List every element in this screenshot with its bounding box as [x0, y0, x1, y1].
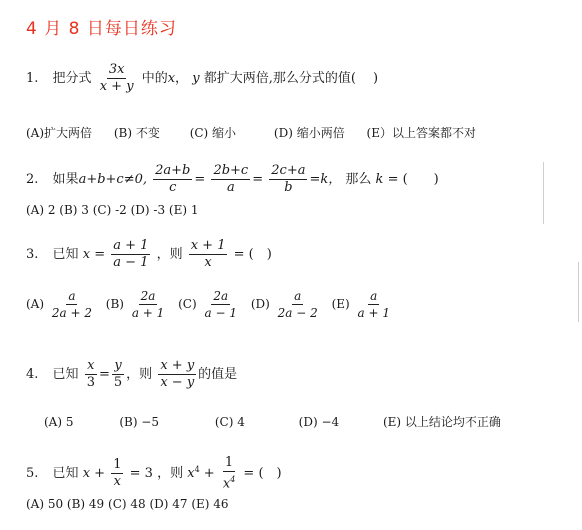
q2-fraction-3: $\frac{2c+a}{b}$	[271, 163, 306, 195]
page-title: 4 月 8 日每日练习	[26, 19, 177, 39]
option-a: (A)扩大两倍	[26, 126, 93, 140]
option-d: (D) 缩小两倍	[273, 126, 345, 140]
question-3: 3. 已知 x = $\frac{a + 1}{a - 1}$ ，则 $\frac{x + 1}{x}$ = ( )	[26, 238, 272, 270]
option-e-fraction: $\frac{a}{a + 1}$	[357, 289, 390, 320]
question-5: 5. 已知 x + $\frac{1}{x}$ = 3 ，则 $x^4$ + $\frac{1}{x^4}$ = ( )	[26, 455, 282, 492]
q4-options	[44, 413, 501, 430]
question-number: 4.	[26, 367, 39, 382]
option-e: (E）以上答案都不对	[366, 126, 476, 140]
option-c: (C) 缩小	[189, 126, 237, 140]
q4-fraction-2: $\frac{y}{5}$	[113, 358, 123, 390]
option-a: (A) 5	[44, 415, 74, 429]
option-c-fraction: $\frac{2a}{a - 1}$	[204, 289, 237, 320]
question-2: 2. 如果a+b+c≠0, $\frac{2a+b}{c}$ = $\frac{2b+c}{a}$ = $\frac{2c+a}{b}$ =k， 那么 k = ( )	[26, 163, 439, 195]
q3-fraction-2: $\frac{x + 1}{x}$	[190, 238, 226, 270]
option-c: (C) 4	[214, 415, 245, 429]
question-number: 3.	[26, 247, 39, 262]
q2-options: (A) 2 (B) 3 (C) -2 (D) -3 (E) 1	[26, 203, 199, 217]
option-d-fraction: $\frac{a}{2a - 2}$	[277, 289, 318, 320]
q5-fraction-1: $\frac{1}{x}$	[113, 457, 122, 490]
divider	[543, 162, 544, 224]
question-number: 5.	[26, 466, 39, 482]
q1-fraction: $\frac{3x}{x + y}$	[99, 62, 134, 94]
question-number: 2.	[26, 172, 39, 187]
q5-fraction-2: $\frac{1}{x^4}$	[222, 455, 236, 492]
q3-fraction-1: $\frac{a + 1}{a - 1}$	[113, 238, 149, 270]
option-e: (E) 以上结论均不正确	[382, 415, 501, 429]
q2-fraction-2: $\frac{2b+c}{a}$	[213, 163, 249, 195]
q3-options: (A) $\frac{a}{2a + 2}$ (B) $\frac{2a}{a + 1}$ (C) $\frac{2a}{a - 1}$ (D) $\frac{a}{2a - 2}$ (E) $\frac{a}{a + 1}$	[26, 289, 390, 320]
q1-prefix: 把分式	[52, 71, 92, 86]
option-a-fraction: $\frac{a}{2a + 2}$	[51, 289, 92, 320]
option-d: (D) −4	[298, 415, 340, 429]
q4-fraction-3: $\frac{x + y}{x - y}$	[160, 358, 195, 390]
question-4: 4. 已知 $\frac{x}{3}$ = $\frac{y}{5}$ ，则 $\frac{x + y}{x - y}$ 的值是	[26, 358, 238, 390]
option-b: (B) −5	[119, 415, 159, 429]
question-1: 1. 把分式 $\frac{3x}{x + y}$ 中的x， y 都扩大两倍,那么分式的值( )	[26, 62, 379, 94]
divider	[578, 262, 579, 322]
option-b: (B) 不变	[113, 126, 160, 140]
question-number: 1.	[26, 71, 39, 86]
q1-options	[26, 124, 476, 141]
q2-fraction-1: $\frac{2a+b}{c}$	[155, 163, 191, 195]
q4-fraction-1: $\frac{x}{3}$	[86, 358, 95, 390]
q5-options: (A) 50 (B) 49 (C) 48 (D) 47 (E) 46	[26, 497, 229, 511]
option-b-fraction: $\frac{2a}{a + 1}$	[131, 289, 165, 320]
